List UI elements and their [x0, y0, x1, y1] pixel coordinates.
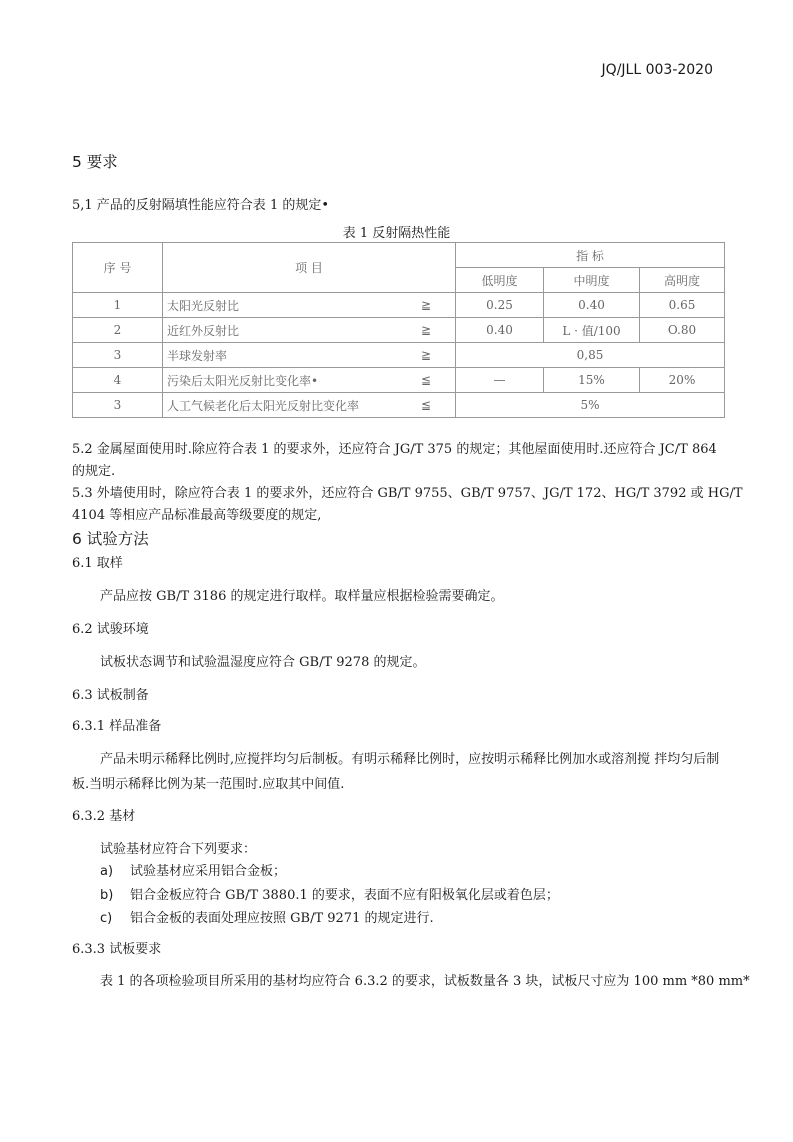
list-marker: b)	[100, 888, 114, 903]
clause-6-3-1-line1: 产品未明示稀释比例时,应搅拌均匀后制板。有明示稀释比例时，应按明示稀释比例加水或溶剂搅 拌均匀后制	[100, 752, 720, 767]
clause-5-2-line1: 5.2 金属屋面使用时.除应符合表 1 的要求外，还应符合 JG/T 375 的规定；其他屋面使用时.还应符合 JC/T 864	[72, 442, 717, 457]
row-item-label: 太阳光反射比	[167, 298, 240, 313]
row-item	[163, 343, 456, 368]
row-high: O.80	[640, 318, 725, 343]
list-marker: a)	[100, 864, 114, 879]
row-mid: 15%	[544, 368, 640, 393]
header-index: 指 标	[456, 243, 725, 268]
row-all: 5%	[456, 393, 725, 418]
row-symbol: ≧	[420, 298, 431, 312]
row-item-label: 人工气候老化后太阳光反射比变化率	[167, 398, 360, 413]
row-item-label: 污染后太阳光反射比变化率•	[167, 373, 319, 388]
row-item-label: 近红外反射比	[167, 323, 240, 338]
clause-5-3-line2: 4104 等相应产品标准最高等级要度的规定,	[72, 508, 322, 523]
list-item	[100, 907, 434, 926]
table-row	[73, 293, 725, 318]
clause-6-3-3-title: 6.3.3 试板要求	[72, 942, 162, 957]
row-item	[163, 318, 456, 343]
row-no: 2	[73, 318, 163, 343]
clause-5-1: 5,1 产品的反射隔填性能应符合表 1 的规定•	[72, 198, 330, 213]
clause-6-1-text: 产品应按 GB/T 3186 的规定进行取样。取样量应根据检验需要确定。	[100, 589, 504, 604]
header-item: 项 目	[163, 243, 456, 293]
clause-6-1-title: 6.1 取样	[72, 556, 123, 571]
row-item	[163, 293, 456, 318]
header-mid-brightness: 中明度	[544, 268, 640, 293]
clause-5-2-line2: 的规定.	[72, 464, 116, 479]
list-marker: c)	[100, 911, 113, 926]
clause-6-3-title: 6.3 试板制备	[72, 688, 149, 703]
list-text: 铝合金板的表面处理应按照 GB/T 9271 的规定进行.	[130, 911, 434, 926]
clause-6-2-text: 试板状态调节和试验温湿度应符合 GB/T 9278 的规定。	[100, 655, 426, 670]
row-high: 20%	[640, 368, 725, 393]
row-high: 0.65	[640, 293, 725, 318]
table-row	[73, 343, 725, 368]
clause-5-3-line1: 5.3 外墙使用时，除应符合表 1 的要求外，还应符合 GB/T 9755、GB/T 9757、JG/T 172、HG/T 3792 或 HG/T	[72, 486, 743, 501]
row-item	[163, 368, 456, 393]
clause-6-3-3-text: 表 1 的各项检验项目所采用的基材均应符合 6.3.2 的要求，试板数量各 3 块，试板尺寸应为 100 mm *80 mm*	[100, 974, 750, 989]
section-5-title: 5 要求	[72, 153, 118, 171]
row-item-label: 半球发射率	[167, 348, 228, 363]
row-symbol: ≧	[420, 348, 431, 362]
clause-6-3-2-text: 试验基材应符合下列要求：	[100, 842, 257, 857]
row-symbol: ≦	[420, 373, 431, 387]
table-caption: 表 1 反射隔热性能	[342, 226, 451, 241]
row-no: 3	[73, 343, 163, 368]
row-low: 0.25	[456, 293, 544, 318]
row-no: 3	[73, 393, 163, 418]
reflective-insulation-table	[72, 242, 725, 418]
row-low: 0.40	[456, 318, 544, 343]
clause-6-2-title: 6.2 试骏环境	[72, 622, 149, 637]
clause-6-3-1-line2: 板.当明示稀释比例为某一范围时.应取其中间值.	[72, 777, 345, 792]
row-no: 1	[73, 293, 163, 318]
list-item	[100, 860, 286, 879]
section-6-title: 6 试验方法	[72, 530, 149, 548]
list-text: 铝合金板应符合 GB/T 3880.1 的要求，表面不应有阳极氧化层或着色层；	[130, 888, 559, 903]
clause-6-3-1-title: 6.3.1 样品准备	[72, 719, 162, 734]
row-no: 4	[73, 368, 163, 393]
list-item	[100, 884, 559, 903]
row-mid: 0.40	[544, 293, 640, 318]
row-low: —	[456, 368, 544, 393]
row-item	[163, 393, 456, 418]
table-row	[73, 368, 725, 393]
list-text: 试验基材应采用铝合金板；	[130, 864, 287, 879]
row-symbol: ≦	[420, 398, 431, 412]
row-all: 0,85	[456, 343, 725, 368]
row-symbol: ≧	[420, 323, 431, 337]
header-no: 序 号	[73, 243, 163, 293]
header-low-brightness: 低明度	[456, 268, 544, 293]
row-mid: L · 值/100	[544, 318, 640, 343]
table-row	[73, 393, 725, 418]
document-number: JQ/JLL 003-2020	[601, 62, 713, 78]
header-high-brightness: 高明度	[640, 268, 725, 293]
table-row	[73, 318, 725, 343]
clause-6-3-2-title: 6.3.2 基材	[72, 809, 136, 824]
